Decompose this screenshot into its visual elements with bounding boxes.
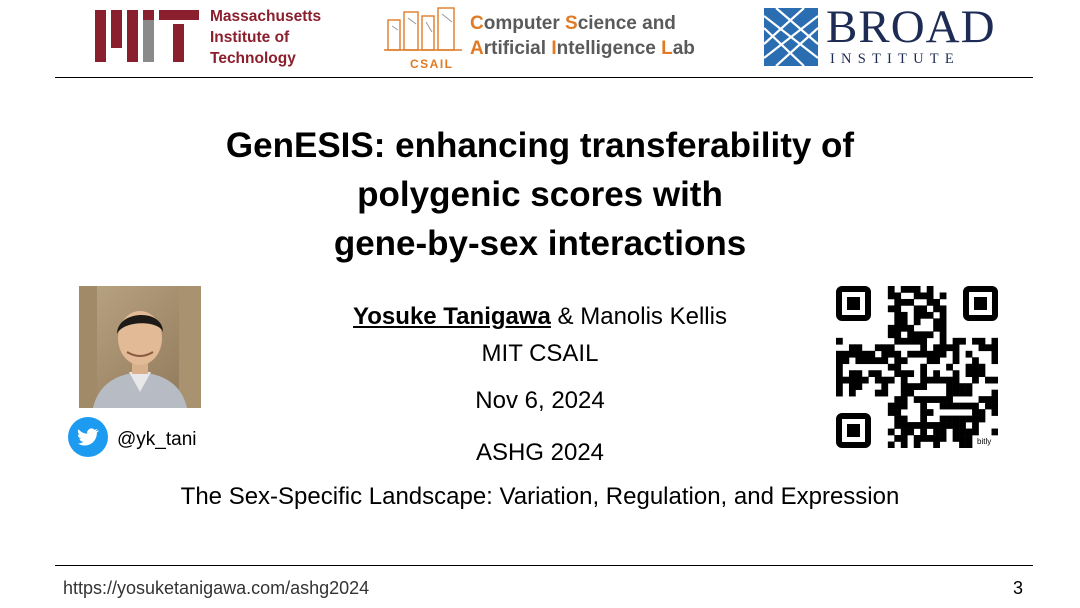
- qr-module: [914, 318, 921, 325]
- qr-module: [940, 377, 947, 384]
- qr-module: [894, 299, 901, 306]
- qr-module: [927, 292, 934, 299]
- qr-module: [894, 422, 901, 429]
- qr-module: [888, 305, 895, 312]
- qr-module: [842, 377, 849, 384]
- qr-module: [907, 299, 914, 306]
- qr-module: [849, 351, 856, 358]
- footer-divider: [55, 565, 1033, 566]
- qr-module: [849, 344, 856, 351]
- qr-module: [920, 409, 927, 416]
- qr-module: [966, 429, 973, 436]
- qr-module: [953, 338, 960, 345]
- qr-module: [946, 422, 953, 429]
- csail-wordmark-segment: I: [551, 38, 557, 59]
- qr-module: [901, 383, 908, 390]
- qr-module: [972, 416, 979, 423]
- qr-module: [927, 299, 934, 306]
- qr-module: [842, 357, 849, 364]
- qr-module: [927, 286, 934, 293]
- qr-module: [914, 312, 921, 319]
- mit-wordmark: Massachusetts Institute of Technology: [210, 8, 322, 67]
- qr-module: [953, 383, 960, 390]
- qr-module: [836, 351, 843, 358]
- qr-module: [907, 325, 914, 332]
- qr-module: [985, 344, 992, 351]
- broad-subtitle: INSTITUTE: [830, 51, 960, 67]
- qr-module: [966, 403, 973, 410]
- qr-module: [946, 396, 953, 403]
- qr-module: [959, 416, 966, 423]
- qr-module: [894, 396, 901, 403]
- qr-module: [940, 312, 947, 319]
- qr-module: [901, 435, 908, 442]
- qr-module: [888, 331, 895, 338]
- qr-module: [920, 429, 927, 436]
- qr-module: [901, 299, 908, 306]
- qr-module: [907, 351, 914, 358]
- qr-module: [920, 416, 927, 423]
- qr-module: [914, 305, 921, 312]
- qr-module: [959, 435, 966, 442]
- qr-module: [953, 377, 960, 384]
- qr-module: [894, 409, 901, 416]
- presentation-date: Nov 6, 2024: [475, 387, 605, 414]
- qr-module: [907, 338, 914, 345]
- qr-module: [881, 390, 888, 397]
- csail-wordmark-segment: rtificial: [483, 38, 552, 59]
- csail-wordmark-segment: cience and: [577, 13, 676, 34]
- qr-module: [836, 370, 843, 377]
- qr-module: [907, 286, 914, 293]
- qr-module: [940, 351, 947, 358]
- qr-module: [940, 344, 947, 351]
- qr-module: [894, 364, 901, 371]
- qr-module: [875, 390, 882, 397]
- twitter-icon[interactable]: [68, 417, 108, 457]
- qr-module: [992, 403, 998, 410]
- qr-module: [959, 383, 966, 390]
- qr-module: [920, 422, 927, 429]
- qr-module: [946, 403, 953, 410]
- qr-module: [959, 338, 966, 345]
- qr-module: [979, 396, 986, 403]
- qr-module: [940, 422, 947, 429]
- authors: [300, 303, 780, 331]
- qr-module: [836, 364, 843, 371]
- qr-module: [914, 383, 921, 390]
- qr-module: [920, 331, 927, 338]
- qr-module: [920, 364, 927, 371]
- qr-module: [914, 442, 921, 448]
- qr-module: [920, 305, 927, 312]
- qr-module: [888, 442, 895, 448]
- qr-module: [855, 344, 862, 351]
- qr-module: [875, 344, 882, 351]
- qr-module: [920, 312, 927, 319]
- qr-module: [868, 370, 875, 377]
- qr-module: [875, 370, 882, 377]
- qr-module: [927, 312, 934, 319]
- qr-module: [901, 370, 908, 377]
- qr-module: [933, 422, 940, 429]
- csail-wordmark-line1: [470, 11, 695, 36]
- presenting-author: Yosuke Tanigawa: [353, 303, 551, 330]
- qr-module: [881, 377, 888, 384]
- csail-wordmark-segment: S: [565, 13, 578, 34]
- csail-wordmark-segment: omputer: [483, 13, 566, 34]
- qr-module: [836, 383, 843, 390]
- qr-module: [894, 357, 901, 364]
- qr-module: [914, 338, 921, 345]
- qr-module: [927, 396, 934, 403]
- qr-module: [933, 435, 940, 442]
- qr-module: [901, 396, 908, 403]
- footer-url[interactable]: https://yosuketanigawa.com/ashg2024: [63, 578, 370, 598]
- qr-module: [855, 351, 862, 358]
- qr-module: [933, 344, 940, 351]
- affiliation: MIT CSAIL: [481, 340, 599, 367]
- twitter-handle[interactable]: @yk_tani: [117, 429, 197, 450]
- qr-module: [946, 344, 953, 351]
- session-title: The Sex-Specific Landscape: Variation, Regulation, and Expression: [180, 483, 900, 510]
- qr-module: [920, 435, 927, 442]
- csail-logo: [382, 6, 466, 72]
- qr-module: [933, 429, 940, 436]
- qr-module: [953, 429, 960, 436]
- qr-module: [901, 286, 908, 293]
- presenter-photo: [79, 286, 201, 408]
- qr-module: [933, 299, 940, 306]
- qr-module: [914, 286, 921, 293]
- qr-module: [881, 351, 888, 358]
- qr-module: [888, 429, 895, 436]
- qr-module: [927, 422, 934, 429]
- qr-module: [992, 390, 998, 397]
- qr-module: [992, 351, 998, 358]
- qr-module: [862, 357, 869, 364]
- qr-module: [979, 344, 986, 351]
- qr-module: [933, 305, 940, 312]
- qr-module: [966, 364, 973, 371]
- qr-module: [901, 325, 908, 332]
- qr-module: [888, 292, 895, 299]
- csail-wordmark-segment: L: [661, 38, 673, 59]
- qr-module: [953, 422, 960, 429]
- qr-module: [894, 416, 901, 423]
- qr-module: [940, 331, 947, 338]
- qr-module: [992, 396, 998, 403]
- qr-module: [888, 377, 895, 384]
- broad-wordmark: BROAD: [826, 1, 996, 53]
- qr-module: [979, 338, 986, 345]
- qr-module: [881, 344, 888, 351]
- qr-module: [907, 383, 914, 390]
- qr-module: [901, 429, 908, 436]
- csail-wordmark: [470, 11, 695, 61]
- slide-title: GenESIS: enhancing transferability of polygenic scores with gene-by-sex interactions: [225, 126, 855, 263]
- qr-module: [855, 383, 862, 390]
- qr-module: [927, 377, 934, 384]
- qr-module: [959, 390, 966, 397]
- qr-module: [894, 351, 901, 358]
- qr-module: [992, 338, 998, 345]
- qr-module: [855, 370, 862, 377]
- qr-module: [940, 325, 947, 332]
- qr-module: [946, 416, 953, 423]
- qr-module: [953, 390, 960, 397]
- qr-module: [920, 292, 927, 299]
- qr-module: [894, 331, 901, 338]
- qr-module: [985, 377, 992, 384]
- qr-module: [894, 403, 901, 410]
- qr-module: [940, 396, 947, 403]
- csail-wordmark-segment: C: [470, 13, 484, 34]
- qr-module: [842, 351, 849, 358]
- qr-module: [894, 325, 901, 332]
- qr-module: [907, 331, 914, 338]
- qr-module: [972, 357, 979, 364]
- qr-module: [927, 435, 934, 442]
- csail-wordmark-segment: ntelligence: [556, 38, 662, 59]
- qr-module: [953, 435, 960, 442]
- qr-module: [901, 422, 908, 429]
- qr-module: [914, 331, 921, 338]
- qr-module: [953, 403, 960, 410]
- qr-module: [966, 416, 973, 423]
- qr-module: [933, 357, 940, 364]
- page-number: 3: [1013, 578, 1024, 598]
- qr-module: [940, 305, 947, 312]
- qr-module: [855, 357, 862, 364]
- csail-wordmark-segment: ab: [672, 38, 695, 59]
- qr-module: [894, 338, 901, 345]
- qr-module: [940, 292, 947, 299]
- qr-module: [920, 370, 927, 377]
- qr-module: [940, 318, 947, 325]
- qr-module: [881, 357, 888, 364]
- qr-module: [946, 390, 953, 397]
- qr-module: [972, 403, 979, 410]
- qr-module: [836, 357, 843, 364]
- qr-module: [894, 318, 901, 325]
- qr-module: [901, 377, 908, 384]
- qr-module: [920, 338, 927, 345]
- qr-module: [953, 351, 960, 358]
- qr-module: [875, 377, 882, 384]
- header-divider: [55, 77, 1033, 78]
- qr-module: [927, 357, 934, 364]
- qr-module: [914, 351, 921, 358]
- qr-module: [992, 344, 998, 351]
- qr-module: [953, 416, 960, 423]
- qr-module: [862, 377, 869, 384]
- qr-module: [920, 396, 927, 403]
- qr-module: [849, 377, 856, 384]
- qr-module: [901, 338, 908, 345]
- qr-module: [888, 286, 895, 293]
- qr-module: [992, 429, 998, 436]
- csail-logo-label: CSAIL: [410, 57, 454, 71]
- qr-module: [966, 390, 973, 397]
- qr-module: [972, 364, 979, 371]
- qr-module: [901, 312, 908, 319]
- qr-module: [940, 429, 947, 436]
- qr-module: [966, 442, 973, 448]
- qr-module: [901, 318, 908, 325]
- qr-module: [972, 409, 979, 416]
- qr-module: [966, 435, 973, 442]
- qr-module: [959, 403, 966, 410]
- conference-name: ASHG 2024: [475, 439, 605, 466]
- qr-module: [875, 357, 882, 364]
- qr-module: [888, 325, 895, 332]
- qr-module: [933, 318, 940, 325]
- qr-module: [894, 312, 901, 319]
- qr-bitly-label: bitly: [977, 437, 992, 446]
- qr-module: [933, 377, 940, 384]
- qr-module: [868, 351, 875, 358]
- qr-module: [855, 377, 862, 384]
- qr-module: [966, 383, 973, 390]
- qr-module: [985, 403, 992, 410]
- qr-module: [901, 403, 908, 410]
- qr-module: [992, 409, 998, 416]
- qr-module: [966, 351, 973, 358]
- qr-module: [894, 292, 901, 299]
- qr-module: [953, 370, 960, 377]
- qr-module: [888, 409, 895, 416]
- qr-module: [907, 370, 914, 377]
- qr-module: [914, 435, 921, 442]
- qr-module: [927, 409, 934, 416]
- qr-module: [849, 383, 856, 390]
- qr-module: [933, 351, 940, 358]
- csail-wordmark-segment: A: [470, 38, 484, 59]
- qr-module: [894, 435, 901, 442]
- mit-logo: [95, 10, 199, 62]
- qr-module: [940, 416, 947, 423]
- qr-code[interactable]: [836, 286, 998, 448]
- qr-module: [920, 377, 927, 384]
- qr-module: [907, 429, 914, 436]
- qr-module: [901, 416, 908, 423]
- qr-module: [959, 442, 966, 448]
- qr-module: [901, 390, 908, 397]
- qr-module: [849, 390, 856, 397]
- qr-module: [992, 357, 998, 364]
- qr-module: [920, 383, 927, 390]
- qr-module: [972, 338, 979, 345]
- qr-module: [914, 396, 921, 403]
- qr-module: [920, 351, 927, 358]
- qr-module: [888, 351, 895, 358]
- qr-module: [888, 344, 895, 351]
- qr-module: [979, 370, 986, 377]
- qr-module: [979, 416, 986, 423]
- qr-module: [881, 383, 888, 390]
- qr-module: [953, 344, 960, 351]
- qr-module: [959, 422, 966, 429]
- qr-module: [920, 344, 927, 351]
- qr-module: [992, 377, 998, 384]
- qr-module: [966, 370, 973, 377]
- csail-wordmark-line2: [470, 36, 695, 61]
- qr-module: [946, 377, 953, 384]
- qr-module: [933, 370, 940, 377]
- qr-module: [862, 351, 869, 358]
- qr-module: [940, 338, 947, 345]
- qr-module: [972, 422, 979, 429]
- qr-module: [953, 357, 960, 364]
- qr-module: [940, 435, 947, 442]
- qr-module: [972, 429, 979, 436]
- qr-module: [979, 364, 986, 371]
- qr-module: [920, 403, 927, 410]
- qr-module: [836, 377, 843, 384]
- broad-logo: [764, 8, 818, 66]
- qr-module: [946, 383, 953, 390]
- qr-module: [868, 357, 875, 364]
- qr-module: [979, 409, 986, 416]
- qr-module: [894, 370, 901, 377]
- qr-module: [933, 442, 940, 448]
- qr-module: [849, 370, 856, 377]
- qr-module: [927, 351, 934, 358]
- qr-module: [985, 396, 992, 403]
- qr-module: [972, 377, 979, 384]
- qr-module: [836, 338, 843, 345]
- qr-module: [894, 305, 901, 312]
- qr-module: [933, 325, 940, 332]
- qr-module: [888, 403, 895, 410]
- qr-module: [901, 442, 908, 448]
- qr-module: [933, 396, 940, 403]
- qr-module: [914, 422, 921, 429]
- qr-module: [888, 364, 895, 371]
- qr-module: [959, 429, 966, 436]
- qr-module: [927, 331, 934, 338]
- qr-module: [907, 390, 914, 397]
- qr-module: [940, 403, 947, 410]
- qr-module: [836, 390, 843, 397]
- qr-module: [901, 357, 908, 364]
- co-author: & Manolis Kellis: [550, 303, 727, 330]
- qr-module: [946, 364, 953, 371]
- qr-module: [907, 422, 914, 429]
- qr-module: [914, 292, 921, 299]
- qr-module: [972, 370, 979, 377]
